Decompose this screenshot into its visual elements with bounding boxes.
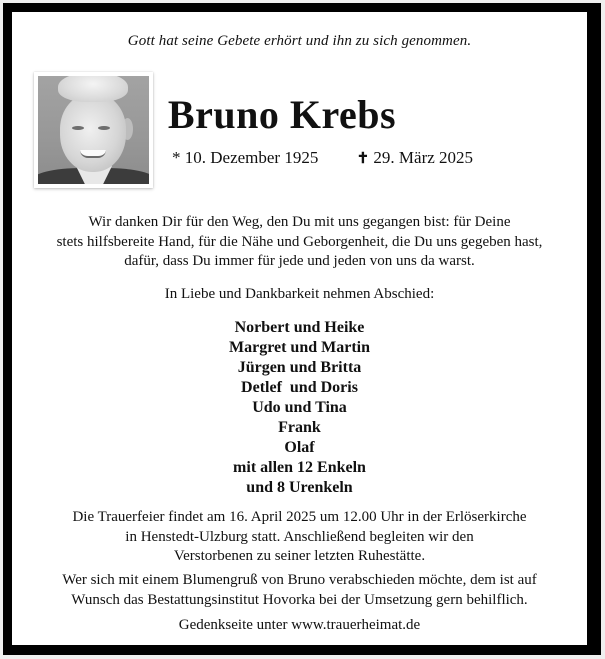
funeral-service-paragraph	[12, 508, 587, 567]
mourner-item: Detlef und Doris	[241, 379, 358, 396]
thanks-paragraph	[12, 213, 587, 272]
service-line: Verstorbenen zu seiner letzten Ruhestätte.	[173, 548, 426, 564]
flowers-paragraph	[12, 571, 587, 610]
mourner-item: Frank	[278, 419, 321, 436]
motto: Gott hat seine Gebete erhört und ihn zu sich genommen.	[127, 33, 472, 49]
life-dates	[172, 148, 473, 168]
portrait-smile	[80, 150, 106, 158]
mourner-item: Udo und Tina	[252, 399, 347, 416]
portrait-face	[60, 94, 126, 172]
mourner-item: Jürgen und Britta	[237, 359, 362, 376]
thanks-line: stets hilfsbereite Hand, für die Nähe und Geborgenheit, die Du uns gegeben hast,	[56, 233, 543, 250]
memorial-page-line: Gedenkseite unter www.trauerheimat.de	[178, 617, 421, 633]
thanks-line: Wir danken Dir für den Weg, den Du mit uns gegangen bist: für Deine	[88, 214, 511, 230]
portrait-hair	[58, 76, 128, 102]
obituary-frame	[3, 3, 601, 655]
service-line: in Henstedt-Ulzburg statt. Anschließend begleiten wir den	[125, 528, 474, 545]
portrait-eye-right	[98, 126, 110, 130]
mourners-list	[12, 318, 587, 498]
mourner-item: Margret und Martin	[228, 339, 370, 356]
birth-date-text: 10. Dezember 1925	[184, 148, 319, 167]
cross-icon: ✝	[356, 151, 370, 167]
death-date	[357, 148, 473, 168]
deceased-name: Bruno Krebs	[167, 92, 397, 137]
portrait-eye-left	[72, 126, 84, 130]
mourner-item: Olaf	[284, 439, 315, 456]
birth-star-icon: *	[172, 148, 181, 167]
mourner-item: Norbert und Heike	[234, 319, 365, 336]
flowers-line: Wunsch das Bestattungsinstitut Hovorka bei der Umsetzung gern behilflich.	[71, 591, 528, 608]
service-line: Die Trauerfeier findet am 16. April 2025 um 12.00 Uhr in der Erlöserkirche	[72, 509, 527, 525]
flowers-line: Wer sich mit einem Blumengruß von Bruno verabschieden möchte, dem ist auf	[62, 572, 537, 588]
farewell-line: In Liebe und Dankbarkeit nehmen Abschied:	[164, 286, 435, 302]
mourner-item: und 8 Urenkeln	[246, 479, 353, 496]
death-date-text: 29. März 2025	[373, 148, 474, 167]
birth-date	[172, 148, 318, 168]
obituary-card	[12, 12, 587, 645]
thanks-line: dafür, dass Du immer für jede und jeden von uns da warst.	[124, 253, 475, 269]
mourner-item: mit allen 12 Enkeln	[233, 459, 366, 476]
